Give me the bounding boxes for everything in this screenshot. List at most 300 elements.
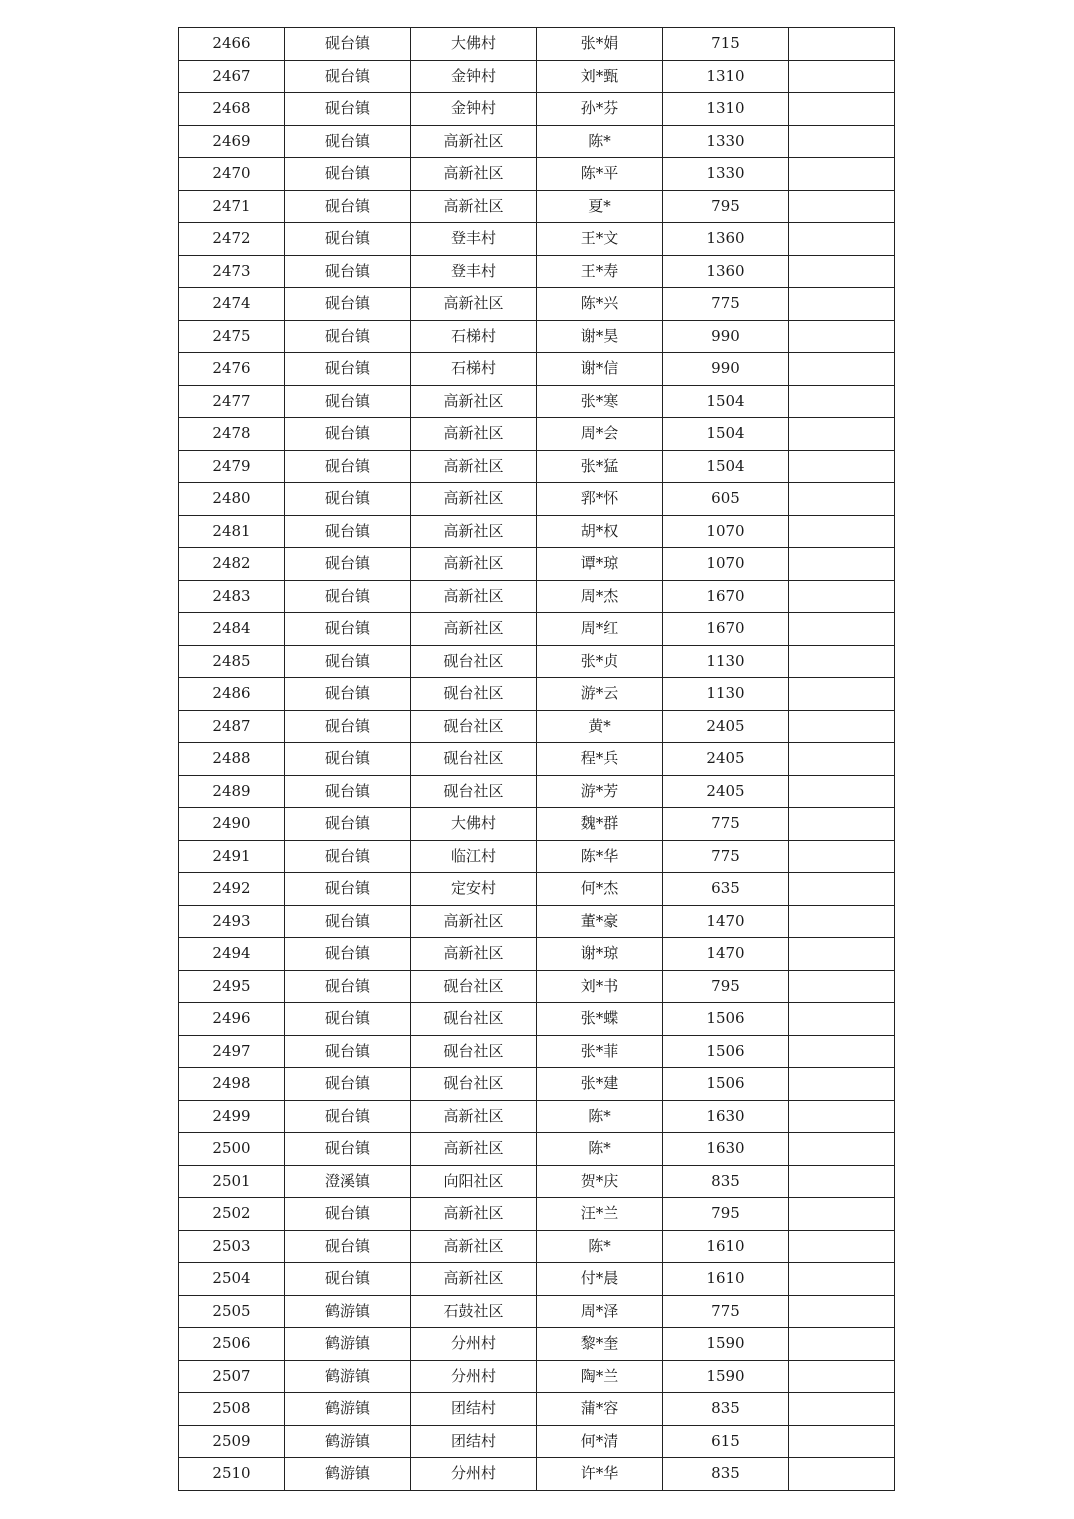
cell-remark [789, 775, 895, 808]
cell-index: 2499 [179, 1100, 285, 1133]
cell-village: 高新社区 [411, 190, 537, 223]
cell-remark [789, 808, 895, 841]
cell-town: 澄溪镇 [285, 1165, 411, 1198]
cell-amount: 1506 [663, 1035, 789, 1068]
cell-amount: 1630 [663, 1100, 789, 1133]
cell-name: 周*泽 [537, 1295, 663, 1328]
cell-index: 2476 [179, 353, 285, 386]
cell-index: 2482 [179, 548, 285, 581]
cell-village: 砚台社区 [411, 1003, 537, 1036]
table-row [179, 28, 895, 61]
cell-village: 高新社区 [411, 1100, 537, 1133]
cell-name: 蒲*容 [537, 1393, 663, 1426]
cell-village: 高新社区 [411, 125, 537, 158]
cell-village: 高新社区 [411, 418, 537, 451]
cell-town: 砚台镇 [285, 775, 411, 808]
table-row [179, 1360, 895, 1393]
cell-remark [789, 1133, 895, 1166]
cell-name: 谢*琼 [537, 938, 663, 971]
cell-index: 2479 [179, 450, 285, 483]
cell-name: 刘*甄 [537, 60, 663, 93]
cell-index: 2500 [179, 1133, 285, 1166]
table-row [179, 483, 895, 516]
cell-amount: 615 [663, 1425, 789, 1458]
cell-remark [789, 1035, 895, 1068]
table-row [179, 678, 895, 711]
table-row [179, 938, 895, 971]
cell-village: 分州村 [411, 1328, 537, 1361]
cell-town: 砚台镇 [285, 970, 411, 1003]
cell-remark [789, 678, 895, 711]
cell-index: 2466 [179, 28, 285, 61]
cell-amount: 715 [663, 28, 789, 61]
cell-town: 砚台镇 [285, 1198, 411, 1231]
cell-town: 鹤游镇 [285, 1360, 411, 1393]
cell-village: 高新社区 [411, 580, 537, 613]
cell-town: 砚台镇 [285, 28, 411, 61]
cell-remark [789, 483, 895, 516]
cell-amount: 1070 [663, 548, 789, 581]
cell-remark [789, 1295, 895, 1328]
cell-town: 砚台镇 [285, 255, 411, 288]
cell-name: 贺*庆 [537, 1165, 663, 1198]
cell-village: 高新社区 [411, 483, 537, 516]
cell-name: 刘*书 [537, 970, 663, 1003]
cell-village: 登丰村 [411, 223, 537, 256]
cell-index: 2478 [179, 418, 285, 451]
data-table [178, 27, 895, 1491]
cell-index: 2505 [179, 1295, 285, 1328]
cell-index: 2471 [179, 190, 285, 223]
cell-amount: 795 [663, 970, 789, 1003]
cell-amount: 1670 [663, 613, 789, 646]
cell-town: 砚台镇 [285, 125, 411, 158]
cell-remark [789, 873, 895, 906]
cell-index: 2487 [179, 710, 285, 743]
cell-amount: 2405 [663, 710, 789, 743]
cell-remark [789, 1425, 895, 1458]
cell-remark [789, 1068, 895, 1101]
cell-town: 砚台镇 [285, 873, 411, 906]
cell-town: 砚台镇 [285, 483, 411, 516]
cell-name: 程*兵 [537, 743, 663, 776]
cell-name: 付*晨 [537, 1263, 663, 1296]
cell-name: 王*文 [537, 223, 663, 256]
cell-remark [789, 28, 895, 61]
cell-name: 张*蝶 [537, 1003, 663, 1036]
table-row [179, 288, 895, 321]
cell-index: 2491 [179, 840, 285, 873]
cell-town: 砚台镇 [285, 840, 411, 873]
cell-remark [789, 255, 895, 288]
cell-index: 2504 [179, 1263, 285, 1296]
cell-village: 高新社区 [411, 515, 537, 548]
cell-remark [789, 385, 895, 418]
cell-name: 何*杰 [537, 873, 663, 906]
cell-name: 张*寒 [537, 385, 663, 418]
cell-amount: 775 [663, 840, 789, 873]
cell-remark [789, 548, 895, 581]
cell-name: 陈* [537, 1133, 663, 1166]
cell-amount: 2405 [663, 775, 789, 808]
cell-amount: 1610 [663, 1263, 789, 1296]
cell-town: 砚台镇 [285, 353, 411, 386]
cell-index: 2508 [179, 1393, 285, 1426]
cell-index: 2481 [179, 515, 285, 548]
table-row [179, 743, 895, 776]
table-row [179, 223, 895, 256]
cell-index: 2493 [179, 905, 285, 938]
cell-town: 砚台镇 [285, 288, 411, 321]
cell-remark [789, 1360, 895, 1393]
cell-remark [789, 418, 895, 451]
table-row [179, 1425, 895, 1458]
table-row [179, 320, 895, 353]
cell-town: 砚台镇 [285, 1035, 411, 1068]
cell-name: 周*会 [537, 418, 663, 451]
cell-index: 2506 [179, 1328, 285, 1361]
cell-name: 陶*兰 [537, 1360, 663, 1393]
cell-remark [789, 190, 895, 223]
cell-village: 砚台社区 [411, 775, 537, 808]
cell-name: 游*云 [537, 678, 663, 711]
cell-amount: 835 [663, 1393, 789, 1426]
cell-amount: 1504 [663, 385, 789, 418]
table-row [179, 548, 895, 581]
cell-name: 夏* [537, 190, 663, 223]
cell-name: 张*菲 [537, 1035, 663, 1068]
cell-amount: 835 [663, 1458, 789, 1491]
cell-name: 许*华 [537, 1458, 663, 1491]
table-row [179, 808, 895, 841]
cell-village: 高新社区 [411, 938, 537, 971]
cell-name: 周*红 [537, 613, 663, 646]
cell-town: 砚台镇 [285, 1230, 411, 1263]
cell-name: 陈* [537, 1100, 663, 1133]
cell-village: 大佛村 [411, 28, 537, 61]
cell-remark [789, 288, 895, 321]
cell-town: 砚台镇 [285, 1003, 411, 1036]
cell-amount: 1360 [663, 255, 789, 288]
table-row [179, 515, 895, 548]
cell-name: 董*豪 [537, 905, 663, 938]
cell-index: 2486 [179, 678, 285, 711]
cell-amount: 1330 [663, 158, 789, 191]
table-row [179, 775, 895, 808]
table-row [179, 418, 895, 451]
cell-town: 砚台镇 [285, 1068, 411, 1101]
cell-remark [789, 515, 895, 548]
cell-name: 陈* [537, 1230, 663, 1263]
cell-town: 鹤游镇 [285, 1458, 411, 1491]
cell-remark [789, 125, 895, 158]
cell-town: 砚台镇 [285, 613, 411, 646]
cell-town: 砚台镇 [285, 223, 411, 256]
table-row [179, 125, 895, 158]
cell-index: 2509 [179, 1425, 285, 1458]
cell-index: 2485 [179, 645, 285, 678]
cell-name: 周*杰 [537, 580, 663, 613]
cell-name: 陈*平 [537, 158, 663, 191]
table-row [179, 873, 895, 906]
cell-village: 砚台社区 [411, 970, 537, 1003]
table-row [179, 645, 895, 678]
cell-index: 2488 [179, 743, 285, 776]
cell-amount: 775 [663, 808, 789, 841]
cell-town: 砚台镇 [285, 678, 411, 711]
cell-remark [789, 1328, 895, 1361]
cell-name: 张*贞 [537, 645, 663, 678]
cell-amount: 635 [663, 873, 789, 906]
table-row [179, 450, 895, 483]
cell-index: 2474 [179, 288, 285, 321]
cell-index: 2497 [179, 1035, 285, 1068]
cell-village: 砚台社区 [411, 710, 537, 743]
cell-village: 分州村 [411, 1360, 537, 1393]
cell-amount: 775 [663, 288, 789, 321]
cell-amount: 1504 [663, 418, 789, 451]
cell-village: 定安村 [411, 873, 537, 906]
cell-amount: 1130 [663, 645, 789, 678]
cell-remark [789, 613, 895, 646]
cell-amount: 835 [663, 1165, 789, 1198]
cell-village: 砚台社区 [411, 678, 537, 711]
cell-name: 何*清 [537, 1425, 663, 1458]
cell-remark [789, 905, 895, 938]
cell-remark [789, 223, 895, 256]
cell-remark [789, 1100, 895, 1133]
cell-village: 高新社区 [411, 1133, 537, 1166]
table-row [179, 60, 895, 93]
table-row [179, 190, 895, 223]
cell-remark [789, 450, 895, 483]
cell-name: 孙*芬 [537, 93, 663, 126]
cell-village: 金钟村 [411, 93, 537, 126]
cell-village: 团结村 [411, 1393, 537, 1426]
cell-village: 高新社区 [411, 905, 537, 938]
cell-amount: 1130 [663, 678, 789, 711]
cell-village: 团结村 [411, 1425, 537, 1458]
cell-town: 砚台镇 [285, 385, 411, 418]
table-row [179, 93, 895, 126]
cell-town: 砚台镇 [285, 320, 411, 353]
cell-town: 鹤游镇 [285, 1393, 411, 1426]
cell-town: 砚台镇 [285, 548, 411, 581]
cell-village: 石梯村 [411, 353, 537, 386]
cell-name: 张*建 [537, 1068, 663, 1101]
cell-town: 砚台镇 [285, 905, 411, 938]
cell-amount: 1504 [663, 450, 789, 483]
table-body [179, 28, 895, 1491]
cell-remark [789, 1230, 895, 1263]
cell-village: 高新社区 [411, 1263, 537, 1296]
cell-index: 2492 [179, 873, 285, 906]
cell-remark [789, 1263, 895, 1296]
cell-town: 砚台镇 [285, 158, 411, 191]
cell-amount: 605 [663, 483, 789, 516]
cell-amount: 795 [663, 1198, 789, 1231]
cell-name: 谢*昊 [537, 320, 663, 353]
table-row [179, 1393, 895, 1426]
cell-name: 黎*奎 [537, 1328, 663, 1361]
cell-index: 2483 [179, 580, 285, 613]
cell-village: 高新社区 [411, 548, 537, 581]
cell-index: 2489 [179, 775, 285, 808]
cell-amount: 1470 [663, 905, 789, 938]
cell-name: 陈*华 [537, 840, 663, 873]
cell-town: 砚台镇 [285, 93, 411, 126]
cell-village: 高新社区 [411, 158, 537, 191]
cell-amount: 990 [663, 320, 789, 353]
cell-amount: 1610 [663, 1230, 789, 1263]
cell-village: 石梯村 [411, 320, 537, 353]
cell-name: 游*芳 [537, 775, 663, 808]
cell-name: 张*娟 [537, 28, 663, 61]
cell-town: 砚台镇 [285, 418, 411, 451]
cell-village: 高新社区 [411, 613, 537, 646]
cell-village: 高新社区 [411, 450, 537, 483]
table-row [179, 1295, 895, 1328]
cell-town: 砚台镇 [285, 710, 411, 743]
cell-amount: 1630 [663, 1133, 789, 1166]
table-row [179, 1328, 895, 1361]
cell-index: 2503 [179, 1230, 285, 1263]
table-row [179, 1003, 895, 1036]
table-row [179, 255, 895, 288]
cell-remark [789, 1393, 895, 1426]
cell-town: 砚台镇 [285, 1133, 411, 1166]
cell-village: 向阳社区 [411, 1165, 537, 1198]
cell-remark [789, 1165, 895, 1198]
cell-amount: 2405 [663, 743, 789, 776]
table-row [179, 710, 895, 743]
cell-town: 砚台镇 [285, 645, 411, 678]
cell-index: 2484 [179, 613, 285, 646]
table-row [179, 840, 895, 873]
table-row [179, 613, 895, 646]
cell-village: 高新社区 [411, 1230, 537, 1263]
cell-village: 砚台社区 [411, 1068, 537, 1101]
cell-remark [789, 710, 895, 743]
cell-index: 2502 [179, 1198, 285, 1231]
cell-remark [789, 580, 895, 613]
cell-town: 砚台镇 [285, 190, 411, 223]
cell-remark [789, 93, 895, 126]
cell-index: 2475 [179, 320, 285, 353]
cell-index: 2468 [179, 93, 285, 126]
table-row [179, 1263, 895, 1296]
cell-name: 汪*兰 [537, 1198, 663, 1231]
cell-town: 砚台镇 [285, 1100, 411, 1133]
table-row [179, 353, 895, 386]
cell-town: 鹤游镇 [285, 1425, 411, 1458]
cell-town: 砚台镇 [285, 450, 411, 483]
cell-village: 分州村 [411, 1458, 537, 1491]
cell-name: 郛*怀 [537, 483, 663, 516]
cell-amount: 1506 [663, 1068, 789, 1101]
cell-remark [789, 60, 895, 93]
cell-village: 临江村 [411, 840, 537, 873]
cell-index: 2467 [179, 60, 285, 93]
cell-town: 砚台镇 [285, 1263, 411, 1296]
cell-remark [789, 743, 895, 776]
table-row [179, 1165, 895, 1198]
cell-remark [789, 353, 895, 386]
table-row [179, 1458, 895, 1491]
cell-index: 2477 [179, 385, 285, 418]
cell-index: 2472 [179, 223, 285, 256]
cell-remark [789, 840, 895, 873]
cell-village: 大佛村 [411, 808, 537, 841]
table-row [179, 1035, 895, 1068]
cell-remark [789, 320, 895, 353]
cell-amount: 1470 [663, 938, 789, 971]
cell-amount: 775 [663, 1295, 789, 1328]
cell-town: 砚台镇 [285, 743, 411, 776]
cell-village: 高新社区 [411, 1198, 537, 1231]
cell-village: 金钟村 [411, 60, 537, 93]
cell-village: 砚台社区 [411, 645, 537, 678]
cell-amount: 1590 [663, 1360, 789, 1393]
cell-amount: 990 [663, 353, 789, 386]
cell-name: 黄* [537, 710, 663, 743]
cell-village: 高新社区 [411, 385, 537, 418]
table-row [179, 1100, 895, 1133]
table-row [179, 905, 895, 938]
cell-index: 2494 [179, 938, 285, 971]
cell-index: 2498 [179, 1068, 285, 1101]
cell-town: 鹤游镇 [285, 1295, 411, 1328]
cell-remark [789, 970, 895, 1003]
cell-town: 鹤游镇 [285, 1328, 411, 1361]
cell-amount: 1070 [663, 515, 789, 548]
table-row [179, 1198, 895, 1231]
cell-remark [789, 158, 895, 191]
cell-amount: 1506 [663, 1003, 789, 1036]
cell-index: 2507 [179, 1360, 285, 1393]
cell-index: 2480 [179, 483, 285, 516]
cell-index: 2495 [179, 970, 285, 1003]
table-row [179, 1133, 895, 1166]
cell-name: 胡*权 [537, 515, 663, 548]
cell-name: 谭*琼 [537, 548, 663, 581]
cell-village: 登丰村 [411, 255, 537, 288]
cell-remark [789, 645, 895, 678]
cell-index: 2490 [179, 808, 285, 841]
table-row [179, 1068, 895, 1101]
cell-amount: 1310 [663, 60, 789, 93]
cell-amount: 1360 [663, 223, 789, 256]
cell-remark [789, 1198, 895, 1231]
cell-name: 谢*信 [537, 353, 663, 386]
cell-index: 2496 [179, 1003, 285, 1036]
cell-town: 砚台镇 [285, 515, 411, 548]
cell-remark [789, 1458, 895, 1491]
cell-amount: 1590 [663, 1328, 789, 1361]
cell-name: 王*寿 [537, 255, 663, 288]
cell-town: 砚台镇 [285, 808, 411, 841]
cell-name: 张*猛 [537, 450, 663, 483]
table-row [179, 385, 895, 418]
cell-village: 砚台社区 [411, 1035, 537, 1068]
cell-index: 2510 [179, 1458, 285, 1491]
cell-index: 2501 [179, 1165, 285, 1198]
cell-index: 2469 [179, 125, 285, 158]
cell-index: 2470 [179, 158, 285, 191]
cell-village: 高新社区 [411, 288, 537, 321]
cell-index: 2473 [179, 255, 285, 288]
cell-town: 砚台镇 [285, 938, 411, 971]
